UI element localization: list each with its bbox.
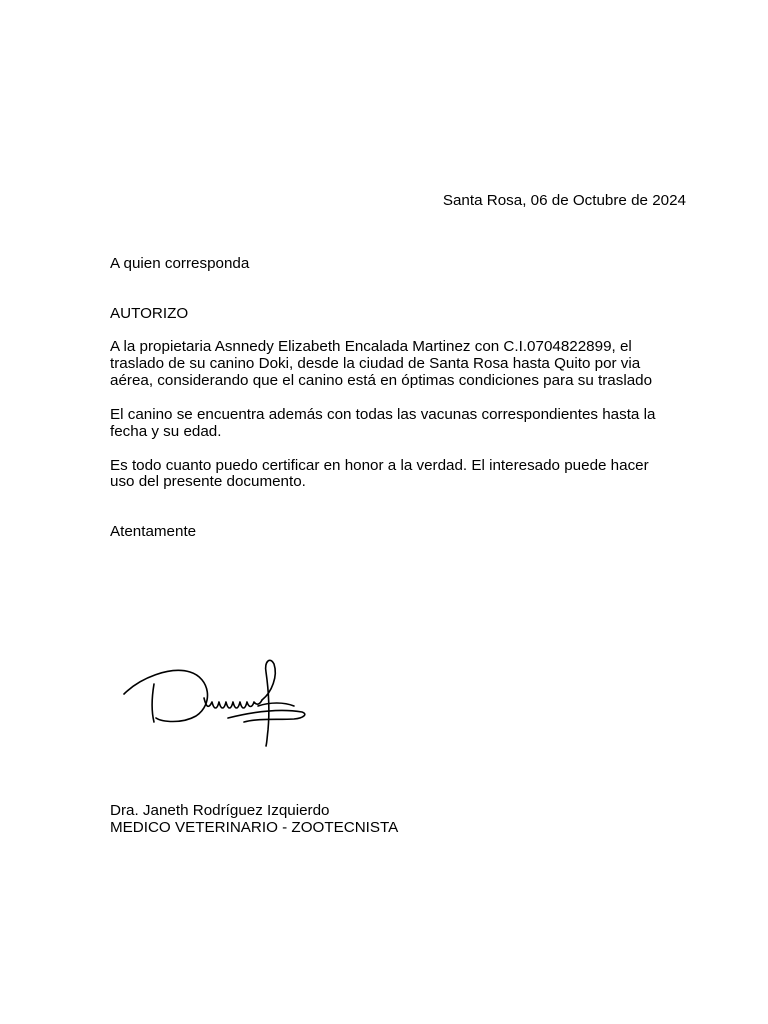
signer-title: MEDICO VETERINARIO - ZOOTECNISTA — [110, 819, 399, 836]
closing: Atentamente — [110, 523, 197, 540]
paragraph-2-line-1: El canino se encuentra además con todas las vacunas correspondientes hasta la — [110, 406, 656, 423]
paragraph-3-line-2: uso del presente documento. — [110, 473, 306, 490]
paragraph-1-line-1: A la propietaria Asnnedy Elizabeth Encalada Martinez con C.I.0704822899, el — [110, 338, 632, 355]
paragraph-1-line-2: traslado de su canino Doki, desde la ciudad de Santa Rosa hasta Quito por via — [110, 355, 641, 372]
paragraph-2-line-2: fecha y su edad. — [110, 423, 222, 440]
handwritten-signature — [118, 656, 310, 752]
salutation: A quien corresponda — [110, 255, 250, 272]
paragraph-1-line-3: aérea, considerando que el canino está en óptimas condiciones para su traslado — [110, 372, 653, 389]
heading-autorizo: AUTORIZO — [110, 305, 189, 322]
paragraph-3-line-1: Es todo cuanto puedo certificar en honor a la verdad. El interesado puede hacer — [110, 457, 649, 474]
signer-name: Dra. Janeth Rodríguez Izquierdo — [110, 802, 330, 819]
place-date: Santa Rosa, 06 de Octubre de 2024 — [442, 192, 686, 209]
